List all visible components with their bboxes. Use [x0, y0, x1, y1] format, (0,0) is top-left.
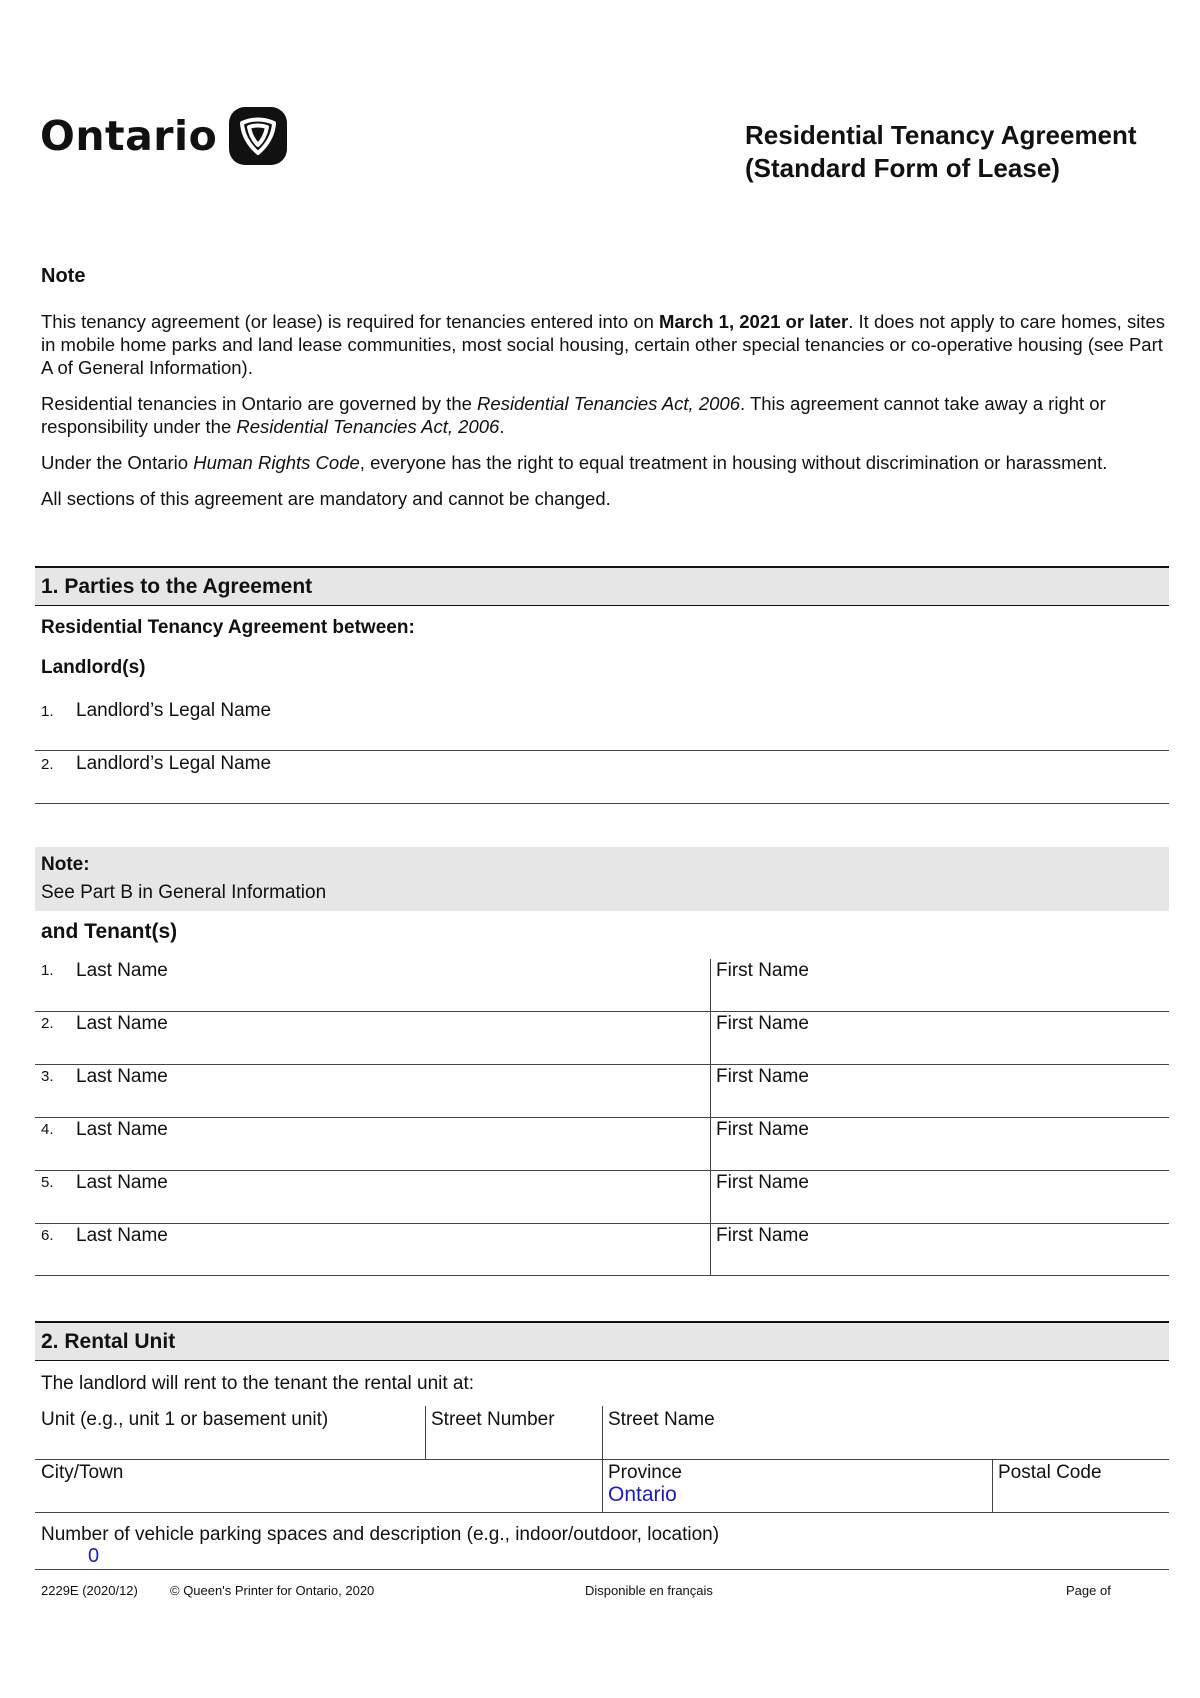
street-name-field[interactable]: Street Name: [608, 1409, 715, 1430]
tenant-4-last-name-field[interactable]: Last Name: [76, 1119, 168, 1140]
form-title-line1: Residential Tenancy Agreement: [745, 120, 1137, 150]
tenant-2-first-name-field[interactable]: First Name: [716, 1013, 809, 1034]
form-number: 2229E (2020/12): [41, 1583, 138, 1598]
note-heading: Note: [41, 265, 86, 287]
ontario-trillium-icon: [229, 107, 287, 165]
form-title-line2: (Standard Form of Lease): [745, 153, 1060, 183]
postal-code-field[interactable]: Postal Code: [998, 1462, 1102, 1483]
tenant-1-first-name-field[interactable]: First Name: [716, 960, 809, 981]
landlord-2-label: Landlord’s Legal Name: [76, 753, 272, 774]
tenant-2-last-name-field[interactable]: Last Name: [76, 1013, 168, 1034]
divider: [35, 803, 1169, 804]
tenant-6-first-name-field[interactable]: First Name: [716, 1225, 809, 1246]
tenant-3-number: 3.: [41, 1068, 54, 1085]
tenant-4-number: 4.: [41, 1121, 54, 1138]
part-b-note-text: See Part B in General Information: [41, 882, 327, 903]
landlords-label: Landlord(s): [41, 657, 146, 678]
part-b-note: [35, 847, 1169, 911]
province-value: Ontario: [608, 1483, 677, 1506]
rental-unit-intro: The landlord will rent to the tenant the rental unit at:: [41, 1373, 475, 1394]
note-paragraph-1: [41, 310, 1169, 379]
tenant-4-first-name-field[interactable]: First Name: [716, 1119, 809, 1140]
note-p1-text-after: . It does not apply to care homes, sites in mobile home parks and land lease communities, most social housing, certain other special tenancies or co-operative housing (see Part A of General Information).: [41, 311, 1165, 378]
landlord-2-number: 2.: [41, 756, 54, 773]
note-p2-text: Residential tenancies in Ontario are governed by the: [41, 393, 478, 414]
page-number: Page of: [1066, 1583, 1111, 1598]
street-number-field[interactable]: Street Number: [431, 1409, 555, 1430]
divider: [35, 1011, 1169, 1012]
divider: [35, 1569, 1169, 1570]
parking-value: 0: [88, 1545, 100, 1567]
unit-field[interactable]: Unit (e.g., unit 1 or basement unit): [41, 1409, 329, 1430]
tenant-2-number: 2.: [41, 1015, 54, 1032]
note-p1-bold: March 1, 2021 or later: [659, 311, 849, 332]
divider: [35, 1170, 1169, 1171]
note-p3-after: , everyone has the right to equal treatment in housing without discrimination or harassment.: [359, 452, 1108, 473]
city-field[interactable]: City/Town: [41, 1462, 124, 1483]
note-p3-code: Human Rights Code: [193, 452, 360, 473]
tenant-3-first-name-field[interactable]: First Name: [716, 1066, 809, 1087]
divider: [35, 1223, 1169, 1224]
divider: [35, 1275, 1169, 1276]
province-label: Province: [608, 1462, 682, 1483]
agreement-between-label: Residential Tenancy Agreement between:: [41, 617, 415, 638]
tenant-1-last-name-field[interactable]: Last Name: [76, 960, 168, 981]
parking-label: Number of vehicle parking spaces and description (e.g., indoor/outdoor, location): [41, 1524, 720, 1545]
copyright: © Queen's Printer for Ontario, 2020: [170, 1583, 375, 1598]
tenant-5-last-name-field[interactable]: Last Name: [76, 1172, 168, 1193]
section-1-header: 1. Parties to the Agreement: [35, 566, 1169, 606]
note-p1-text: This tenancy agreement (or lease) is required for tenancies entered into on: [41, 311, 660, 332]
postal-column-divider: [992, 1459, 993, 1512]
tenants-label: and Tenant(s): [41, 920, 178, 943]
tenant-5-number: 5.: [41, 1174, 54, 1191]
tenant-1-number: 1.: [41, 962, 54, 979]
note-p2-act-2: Residential Tenancies Act, 2006: [236, 416, 500, 437]
part-b-note-title: Note:: [41, 854, 90, 875]
form-title: [745, 119, 1137, 185]
tenant-3-last-name-field[interactable]: Last Name: [76, 1066, 168, 1087]
note-paragraph-2: [41, 392, 1169, 438]
tenant-5-first-name-field[interactable]: First Name: [716, 1172, 809, 1193]
note-paragraph-4: All sections of this agreement are mandatory and cannot be changed.: [41, 488, 611, 509]
logo-wordmark: Ontario: [40, 112, 218, 160]
unit-column-divider: [425, 1406, 426, 1459]
section-2-header: 2. Rental Unit: [35, 1321, 1169, 1361]
note-p2-middle: . This agreement cannot take away a right or responsibility under the: [41, 393, 1106, 437]
landlord-1-number: 1.: [41, 703, 54, 720]
note-paragraph-3: [41, 451, 1169, 474]
divider: [35, 1064, 1169, 1065]
tenant-6-last-name-field[interactable]: Last Name: [76, 1225, 168, 1246]
divider: [35, 1512, 1169, 1513]
note-p3-text: Under the Ontario: [41, 452, 194, 473]
divider: [35, 1117, 1169, 1118]
note-body: [41, 310, 1169, 523]
divider: [35, 1459, 1169, 1460]
landlord-1-label: Landlord’s Legal Name: [76, 700, 272, 721]
divider: [35, 750, 1169, 751]
note-p2-act: Residential Tenancies Act, 2006: [477, 393, 740, 414]
ontario-logo: [40, 104, 287, 168]
french-availability: Disponible en français: [585, 1583, 713, 1598]
note-p2-end: .: [499, 416, 505, 437]
tenant-6-number: 6.: [41, 1227, 54, 1244]
